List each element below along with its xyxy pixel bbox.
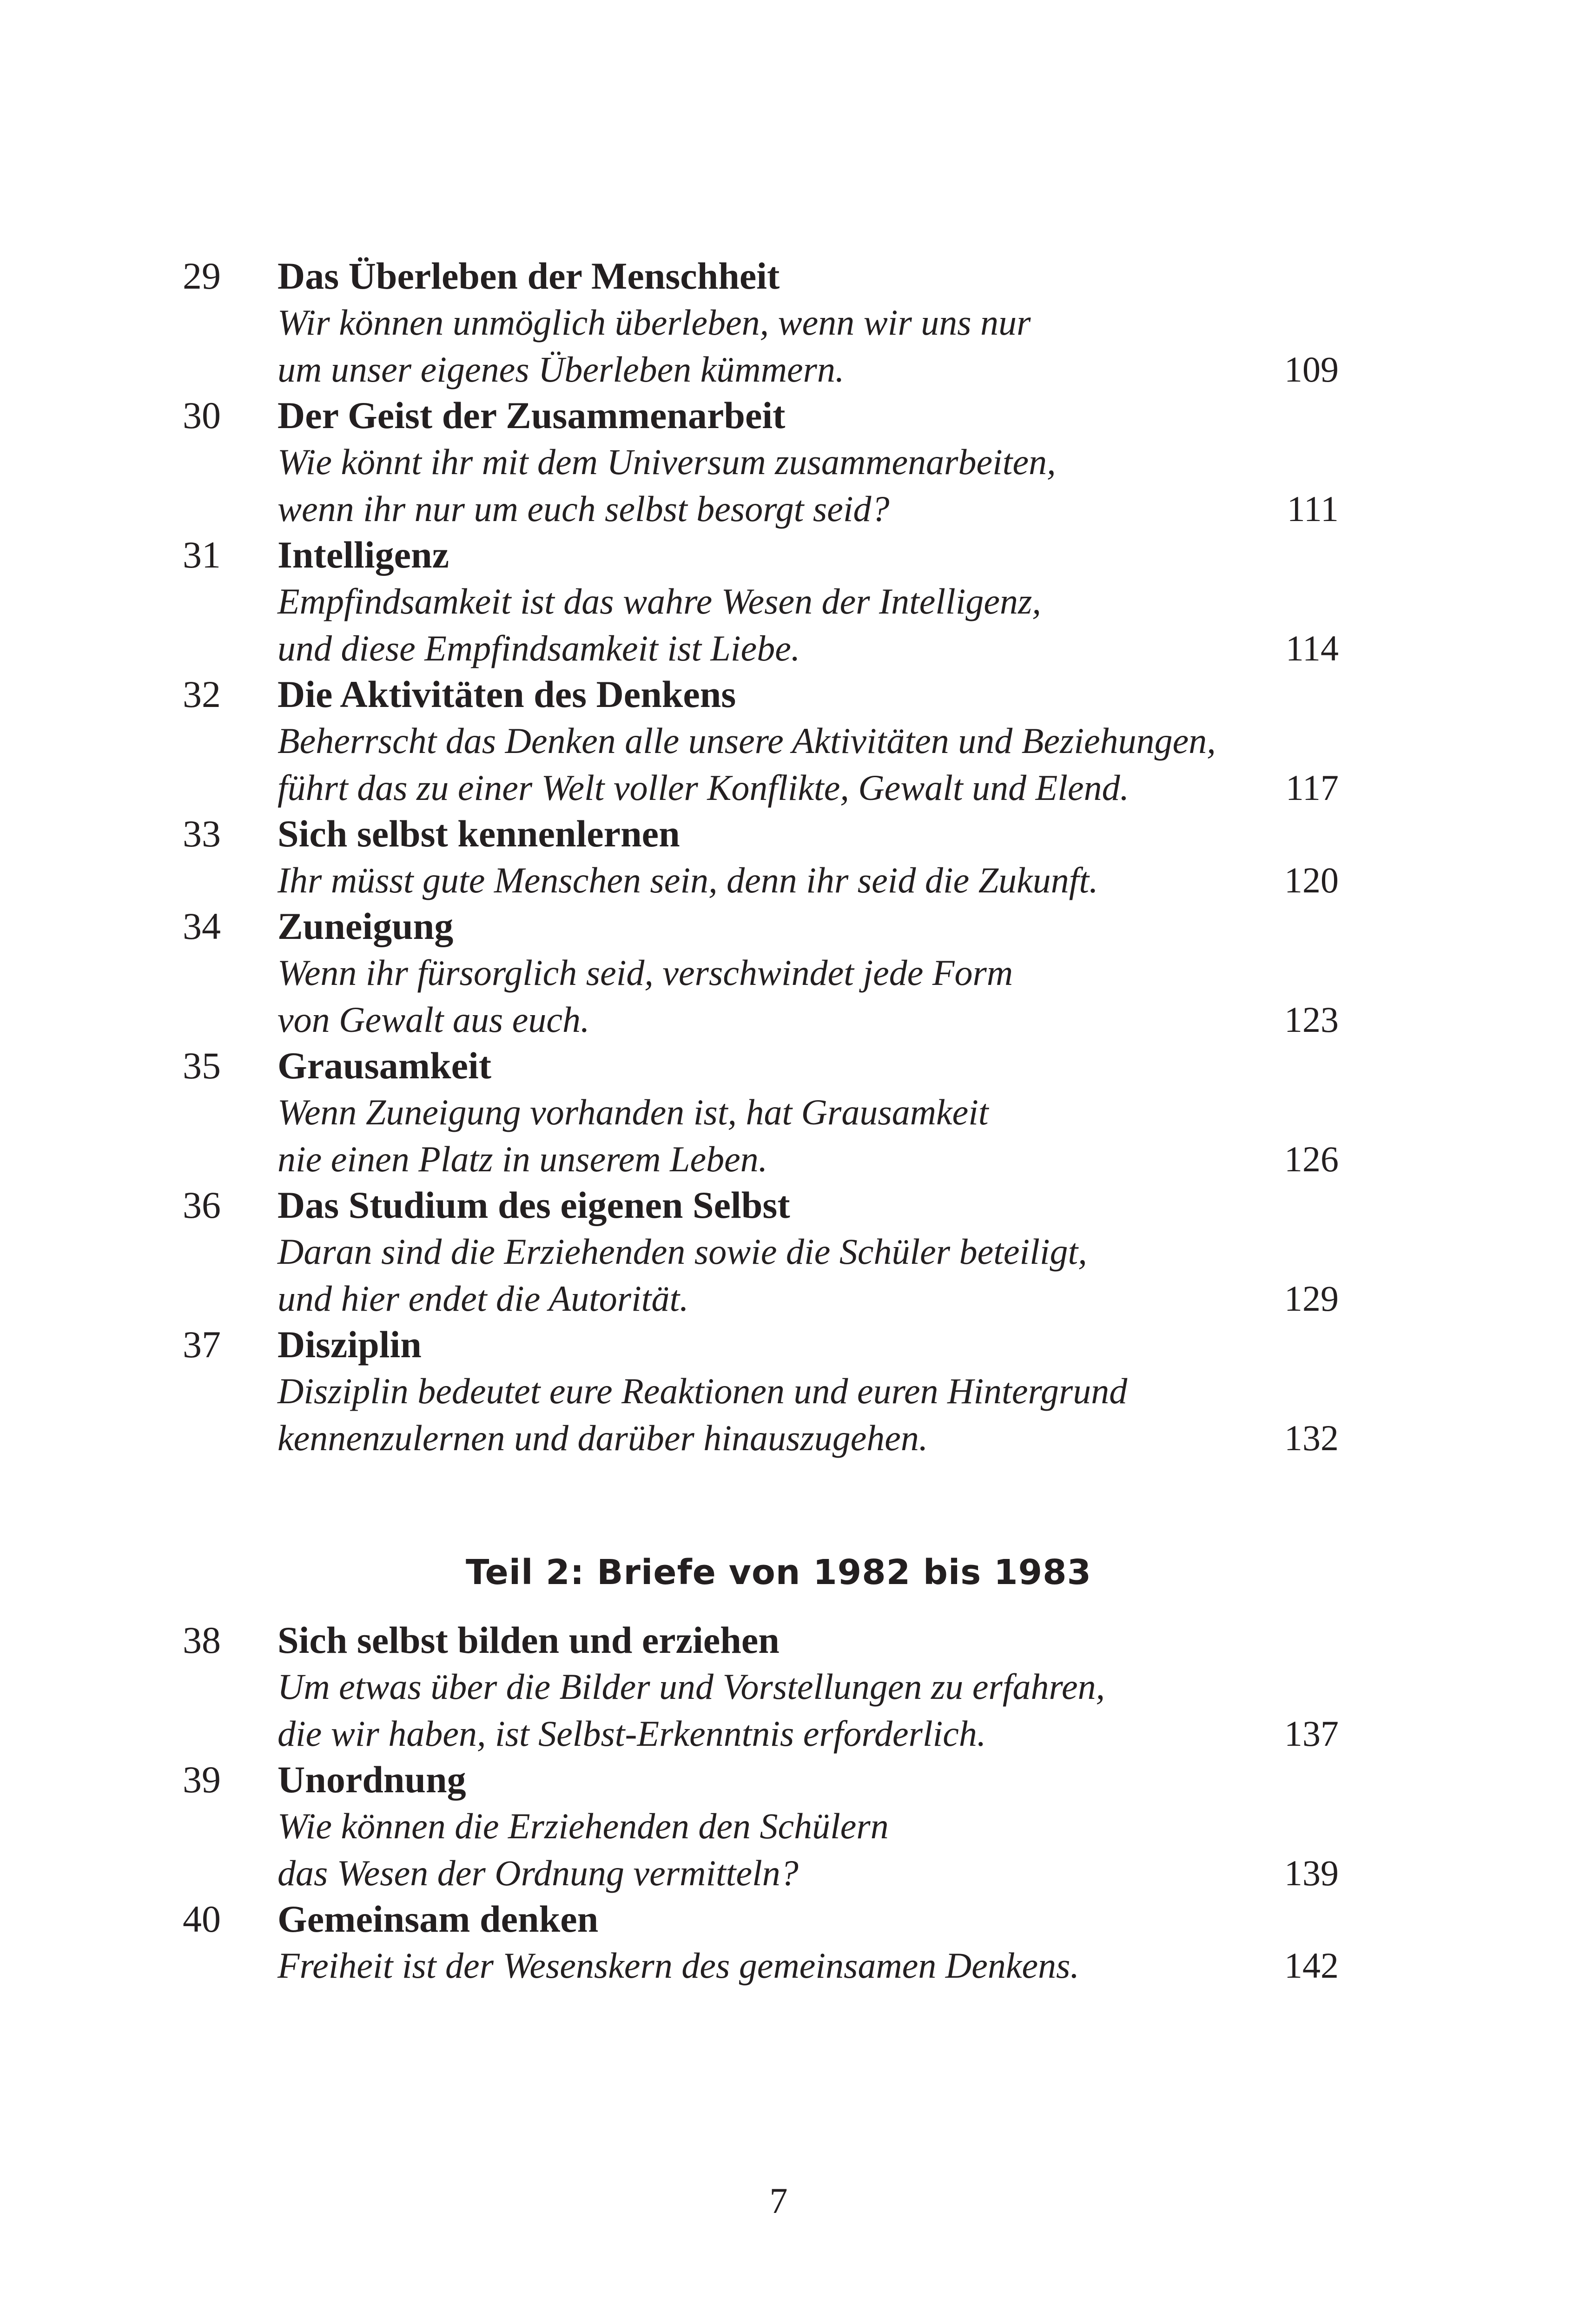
toc-entry-heading: [183, 1182, 1339, 1228]
chapter-summary-line: [225, 1089, 1339, 1136]
chapter-summary-line: [225, 1136, 1339, 1182]
toc-entry-heading: [183, 532, 1339, 578]
toc-entry-heading: [183, 1043, 1339, 1089]
chapter-title: Die Aktivitäten des Denkens: [277, 673, 736, 715]
chapter-summary-text: Disziplin bedeutet eure Reaktionen und euren Hintergrund: [277, 1371, 1128, 1411]
chapter-summary-text: Daran sind die Erziehenden sowie die Schüler beteiligt,: [277, 1231, 1087, 1272]
chapter-summary-line: [225, 1802, 1339, 1849]
chapter-summary-line: [225, 438, 1339, 485]
toc-entry-heading: [183, 904, 1339, 949]
chapter-summary-line: [225, 578, 1339, 625]
chapter-title: Das Studium des eigenen Selbst: [277, 1184, 790, 1226]
chapter-summary-text: nie einen Platz in unserem Leben.: [277, 1139, 768, 1179]
chapter-summary-line: [225, 1942, 1339, 1989]
chapter-summary-text: das Wesen der Ordnung vermitteln?: [277, 1853, 799, 1893]
chapter-title: Das Überleben der Menschheit: [277, 255, 780, 297]
chapter-summary-line: [225, 949, 1339, 996]
chapter-summary-text: Ihr müsst gute Menschen sein, denn ihr seid die Zukunft.: [277, 860, 1098, 900]
chapter-title: Intelligenz: [277, 534, 449, 576]
chapter-number: 35: [183, 1044, 221, 1087]
section-heading: Teil 2: Briefe von 1982 bis 1983: [465, 1552, 1092, 1592]
toc-entry: [183, 1182, 1339, 1322]
chapter-number: 33: [183, 812, 221, 855]
chapter-title: Disziplin: [277, 1323, 422, 1366]
chapter-summary-text: Wenn ihr fürsorglich seid, verschwindet jede Form: [277, 952, 1013, 993]
toc-part-2: [183, 1618, 1339, 1989]
chapter-summary-line: [225, 485, 1339, 532]
chapter-summary-line: [225, 857, 1339, 904]
toc-entry-heading: [183, 811, 1339, 857]
chapter-page-number: 117: [1285, 767, 1339, 808]
chapter-summary-line: [225, 764, 1339, 811]
chapter-number: 34: [183, 905, 221, 947]
chapter-summary-text: wenn ihr nur um euch selbst besorgt seid?: [277, 489, 890, 529]
chapter-page-number: 120: [1284, 860, 1339, 900]
toc-entry-heading: [183, 1757, 1339, 1802]
chapter-number: 38: [183, 1619, 221, 1661]
chapter-summary-text: die wir haben, ist Selbst-Erkenntnis erforderlich.: [277, 1713, 986, 1754]
chapter-page-number: 137: [1284, 1713, 1339, 1754]
chapter-page-number: 114: [1285, 628, 1339, 668]
chapter-page-number: 132: [1284, 1418, 1339, 1458]
chapter-title: Zuneigung: [277, 905, 454, 947]
chapter-summary-line: [225, 717, 1339, 764]
chapter-summary-text: Wenn Zuneigung vorhanden ist, hat Grausamkeit: [277, 1092, 989, 1132]
chapter-title: Sich selbst kennenlernen: [277, 812, 680, 855]
chapter-summary-text: Um etwas über die Bilder und Vorstellungen zu erfahren,: [277, 1666, 1105, 1707]
chapter-page-number: 123: [1284, 999, 1339, 1040]
toc-entry: [183, 811, 1339, 904]
toc-entry: [183, 253, 1339, 393]
chapter-title: Grausamkeit: [277, 1044, 492, 1087]
chapter-summary-text: und hier endet die Autorität.: [277, 1278, 689, 1319]
chapter-summary-text: um unser eigenes Überleben kümmern.: [277, 349, 845, 390]
toc-entry-heading: [183, 1896, 1339, 1942]
chapter-summary-text: Beherrscht das Denken alle unsere Aktivitäten und Beziehungen,: [277, 720, 1216, 761]
chapter-summary-line: [225, 346, 1339, 393]
chapter-summary-line: [225, 1710, 1339, 1757]
chapter-page-number: 139: [1284, 1853, 1339, 1893]
chapter-page-number: 129: [1284, 1278, 1339, 1319]
chapter-summary-text: Wie könnt ihr mit dem Universum zusammenarbeiten,: [277, 442, 1056, 482]
toc-entry: [183, 1043, 1339, 1182]
chapter-summary-line: [225, 625, 1339, 672]
toc-entry: [183, 532, 1339, 672]
chapter-number: 32: [183, 673, 221, 715]
chapter-summary-text: und diese Empfindsamkeit ist Liebe.: [277, 628, 800, 668]
chapter-page-number: 109: [1284, 349, 1339, 390]
chapter-summary-text: kennenzulernen und darüber hinauszugehen.: [277, 1418, 928, 1458]
chapter-number: 40: [183, 1898, 221, 1940]
toc-entry: [183, 1896, 1339, 1989]
chapter-summary-text: Freiheit ist der Wesenskern des gemeinsamen Denkens.: [277, 1945, 1079, 1986]
page-number: 7: [769, 2180, 788, 2221]
chapter-title: Der Geist der Zusammenarbeit: [277, 394, 786, 436]
chapter-summary-line: [225, 1414, 1339, 1461]
chapter-summary-line: [225, 299, 1339, 346]
chapter-summary-line: [225, 1663, 1339, 1710]
chapter-summary-text: führt das zu einer Welt voller Konflikte, Gewalt und Elend.: [277, 767, 1130, 808]
chapter-title: Sich selbst bilden und erziehen: [277, 1619, 779, 1661]
toc-entry: [183, 672, 1339, 811]
toc-entry: [183, 904, 1339, 1043]
chapter-summary-line: [225, 1228, 1339, 1275]
toc-entry-heading: [183, 1322, 1339, 1367]
chapter-summary-line: [225, 996, 1339, 1043]
chapter-number: 36: [183, 1184, 221, 1226]
chapter-title: Gemeinsam denken: [277, 1898, 599, 1940]
toc-entry-heading: [183, 1618, 1339, 1663]
chapter-title: Unordnung: [277, 1758, 466, 1801]
toc-entry-heading: [183, 393, 1339, 438]
chapter-number: 30: [183, 394, 221, 436]
toc-entry: [183, 393, 1339, 532]
chapter-summary-line: [225, 1367, 1339, 1414]
chapter-summary-line: [225, 1849, 1339, 1896]
toc-entry: [183, 1757, 1339, 1896]
chapter-page-number: 111: [1287, 489, 1339, 529]
toc-part-1: [183, 253, 1339, 1461]
chapter-summary-text: von Gewalt aus euch.: [277, 999, 590, 1040]
chapter-number: 31: [183, 534, 221, 576]
chapter-summary-text: Wie können die Erziehenden den Schülern: [277, 1806, 889, 1846]
chapter-summary-text: Wir können unmöglich überleben, wenn wir uns nur: [277, 302, 1031, 343]
chapter-number: 29: [183, 255, 221, 297]
toc-entry: [183, 1618, 1339, 1757]
chapter-number: 39: [183, 1758, 221, 1801]
chapter-number: 37: [183, 1323, 221, 1366]
toc-entry-heading: [183, 253, 1339, 299]
toc-entry-heading: [183, 672, 1339, 717]
toc-entry: [183, 1322, 1339, 1461]
chapter-summary-text: Empfindsamkeit ist das wahre Wesen der Intelligenz,: [277, 581, 1041, 621]
chapter-summary-line: [225, 1275, 1339, 1322]
chapter-page-number: 142: [1284, 1945, 1339, 1986]
chapter-page-number: 126: [1284, 1139, 1339, 1179]
